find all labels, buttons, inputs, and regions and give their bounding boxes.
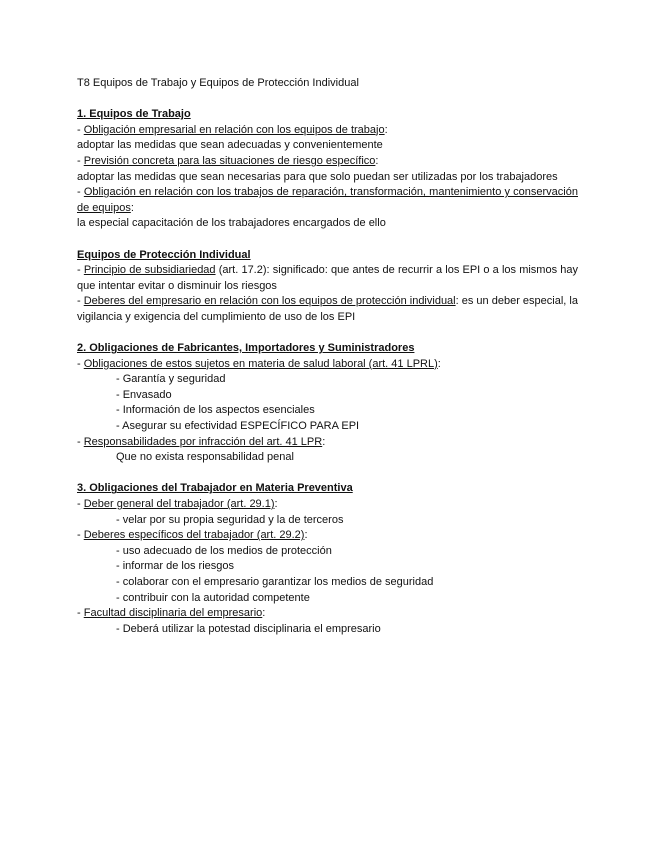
sub-list-item: - contribuir con la autoridad competente [116,591,310,604]
list-item-text: adoptar las medidas que sean necesarias para que solo puedan ser utilizadas por los trabajadores [77,170,558,183]
sub-list-item: - colaborar con el empresario garantizar los medios de seguridad [116,576,434,588]
section-obligaciones-fabricantes [77,341,578,466]
section-heading: Equipos de Protección Individual [77,248,251,261]
section-heading: 3. Obligaciones del Trabajador en Materia Preventiva [77,482,353,495]
list-item-text: adoptar las medidas que sean adecuadas y convenientemente [77,139,383,152]
list-item-label: - Deber general del trabajador (art. 29.1): [77,498,278,511]
list-item-label: - Obligación empresarial en relación con los equipos de trabajo: [77,123,388,136]
list-item: - Principio de subsidiariedad (art. 17.2): significado: que antes de recurrir a los EPI o a los mismos hay que intentar evitar o disminuir los riesgos [77,264,578,292]
sub-list-item: - Asegurar su efectividad ESPECÍFICO PARA EPI [116,420,360,433]
sub-list-item: - Deberá utilizar la potestad disciplinaria el empresario [116,622,381,635]
sub-list-item: - informar de los riesgos [116,560,234,573]
sub-list-item: - Garantía y seguridad [116,373,226,386]
sub-list-item: - velar por su propia seguridad y la de terceros [116,513,344,526]
list-item: - Deberes del empresario en relación con los equipos de protección individual: es un deber especial, la vigilancia y exigencia del cumplimiento de uso de los EPI [77,295,578,323]
list-item-label: - Obligaciones de estos sujetos en materia de salud laboral (art. 41 LPRL): [77,357,441,370]
section-heading: 1. Equipos de Trabajo [77,108,191,121]
sub-list-item: - Información de los aspectos esenciales [116,404,315,417]
list-item-label: - Deberes específicos del trabajador (art. 29.2): [77,529,308,542]
list-item-label: - Previsión concreta para las situaciones de riesgo específico: [77,154,379,167]
section-obligaciones-trabajador [77,481,578,637]
list-item-label: - Responsabilidades por infracción del art. 41 LPR: [77,435,326,448]
document-title: T8 Equipos de Trabajo y Equipos de Protección Individual [77,77,359,89]
list-item-label: - Facultad disciplinaria del empresario: [77,607,266,620]
list-item-text: la especial capacitación de los trabajadores encargados de ello [77,217,386,230]
section-equipos-proteccion-individual [77,248,578,326]
list-item-label: - Obligación en relación con los trabajos de reparación, transformación, mantenimiento y conservación de equipos: [77,186,578,214]
sub-list-item: - uso adecuado de los medios de protección [116,544,332,557]
sub-list-item: - Envasado [116,388,172,401]
sub-list-item: Que no exista responsabilidad penal [116,451,294,464]
section-equipos-de-trabajo [77,107,578,232]
section-heading: 2. Obligaciones de Fabricantes, Importadores y Suministradores [77,342,415,355]
